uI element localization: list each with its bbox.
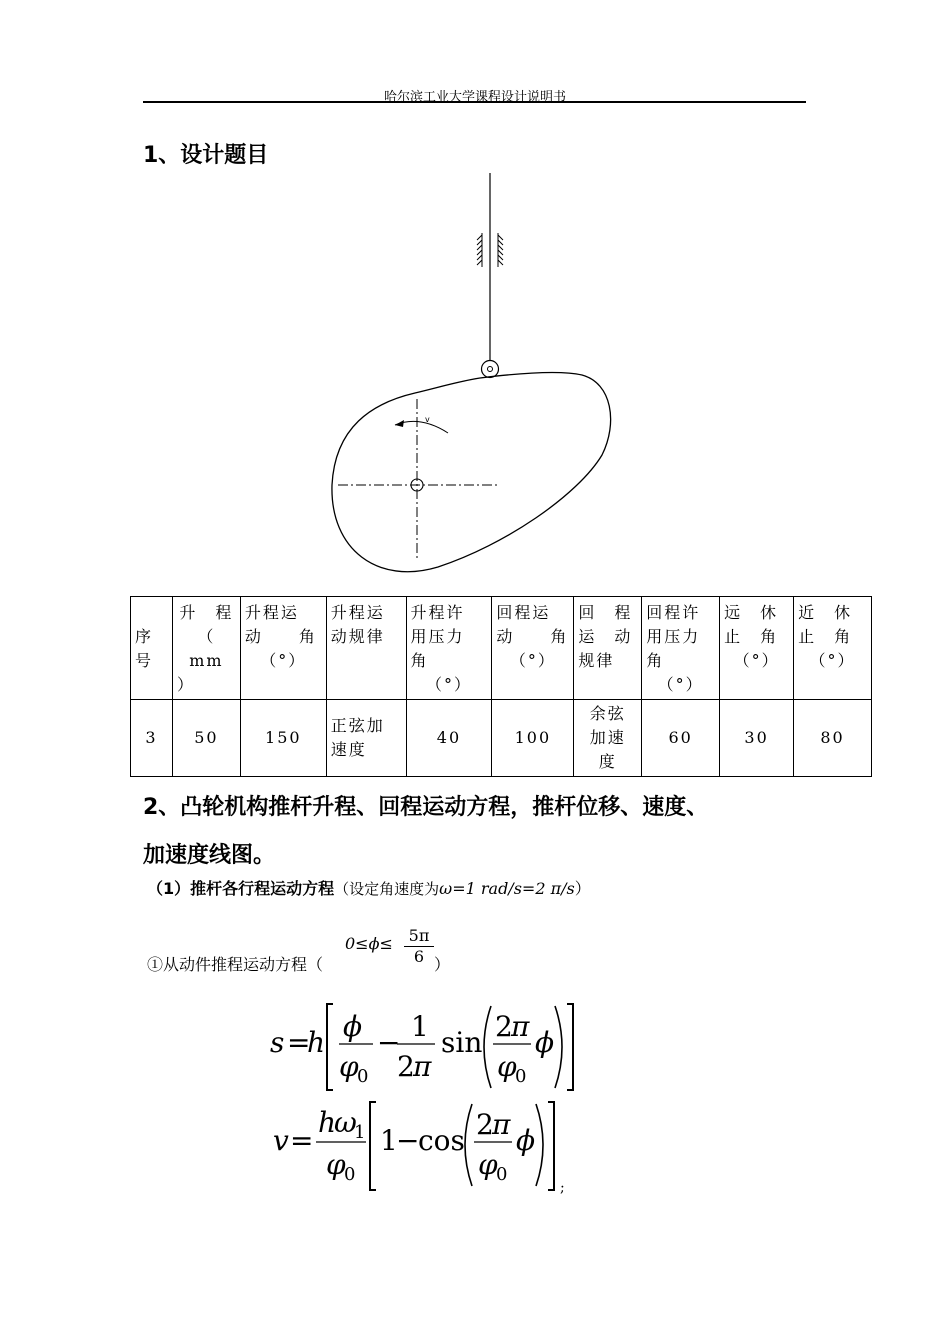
svg-text:=: = — [287, 1026, 311, 1059]
svg-text:2: 2 — [397, 1050, 415, 1083]
table-cell: 正弦加 速度 — [326, 700, 406, 777]
section-1-title: 1、设计题目 — [143, 143, 269, 168]
svg-text:−: − — [377, 1026, 401, 1059]
header-cell: 回程许 用压力 角 （°） — [642, 597, 720, 700]
header-cell: 回程运 动 角 （°） — [492, 597, 574, 700]
svg-text:φ: φ — [339, 1050, 359, 1083]
svg-text:1: 1 — [380, 1124, 398, 1157]
cam-mechanism-figure — [320, 165, 620, 585]
svg-text:=: = — [290, 1124, 314, 1157]
header-cell: 升程运 动规律 — [326, 597, 406, 700]
table-row — [131, 700, 872, 777]
rise-range-fraction: 5π 6 — [404, 926, 434, 967]
svg-text:1: 1 — [354, 1122, 366, 1143]
svg-text:cos: cos — [418, 1124, 465, 1157]
svg-text:1: 1 — [411, 1010, 429, 1043]
svg-text:0: 0 — [344, 1164, 356, 1185]
table-cell: 100 — [492, 700, 574, 777]
displacement-equation — [265, 1000, 585, 1100]
svg-text:2: 2 — [476, 1108, 494, 1141]
rise-range-condition: 0≤ϕ≤ — [345, 934, 393, 953]
header-cell: 升程许 用压力 角 （°） — [406, 597, 492, 700]
svg-text:s: s — [270, 1026, 285, 1059]
svg-text:0: 0 — [515, 1066, 527, 1087]
subsection-1-heading: （1）推杆各行程运动方程（设定角速度为ω=1 rad/s=2 π/s） — [147, 879, 591, 898]
header-cell: 近 休 止 角 （°） — [794, 597, 872, 700]
rotation-label: v — [425, 415, 430, 424]
header-cell: 序 号 — [131, 597, 173, 700]
svg-text:π: π — [492, 1108, 511, 1141]
table-header-row — [131, 597, 872, 700]
svg-text:h: h — [318, 1106, 337, 1139]
table-cell: 30 — [720, 700, 794, 777]
svg-text:0: 0 — [496, 1164, 508, 1185]
table-cell: 150 — [240, 700, 326, 777]
svg-text:φ: φ — [497, 1050, 517, 1083]
header-cell: 升程运 动 角 （°） — [240, 597, 326, 700]
svg-text:ϕ: ϕ — [535, 1026, 555, 1059]
svg-text:π: π — [413, 1050, 432, 1083]
svg-text:v: v — [273, 1124, 289, 1157]
design-parameter-table — [130, 596, 872, 777]
section-2-title-line1: 2、凸轮机构推杆升程、回程运动方程，推杆位移、速度、 — [143, 795, 709, 820]
table-cell: 50 — [172, 700, 240, 777]
svg-text:;: ; — [560, 1180, 565, 1196]
svg-text:0: 0 — [357, 1066, 369, 1087]
header-cell: 升 程 （ mm ） — [172, 597, 240, 700]
svg-text:ϕ: ϕ — [516, 1124, 536, 1157]
svg-text:ω: ω — [334, 1106, 357, 1139]
rotation-arrow-head — [395, 420, 404, 427]
svg-text:π: π — [511, 1010, 530, 1043]
table-cell: 40 — [406, 700, 492, 777]
header-rule — [143, 101, 806, 103]
rise-equation-label: ①从动件推程运动方程（ — [147, 955, 324, 974]
table-cell: 80 — [794, 700, 872, 777]
table-cell: 60 — [642, 700, 720, 777]
svg-text:sin: sin — [441, 1026, 483, 1059]
svg-text:φ: φ — [478, 1148, 498, 1181]
svg-text:2: 2 — [495, 1010, 513, 1043]
table-cell: 余弦 加速 度 — [574, 700, 642, 777]
header-cell: 远 休 止 角 （°） — [720, 597, 794, 700]
svg-text:−: − — [396, 1124, 420, 1157]
velocity-equation — [268, 1098, 578, 1198]
table-cell: 3 — [131, 700, 173, 777]
svg-text:ϕ: ϕ — [343, 1010, 363, 1043]
rise-range-close: ） — [434, 955, 451, 974]
cam-profile — [332, 372, 611, 571]
svg-text:φ: φ — [326, 1148, 346, 1181]
svg-text:h: h — [307, 1026, 326, 1059]
header-cell: 回 程 运 动 规律 — [574, 597, 642, 700]
roller — [482, 361, 499, 378]
page-header: 哈尔滨工业大学课程设计说明书 — [383, 90, 566, 105]
section-2-title-line2: 加速度线图。 — [143, 843, 276, 868]
